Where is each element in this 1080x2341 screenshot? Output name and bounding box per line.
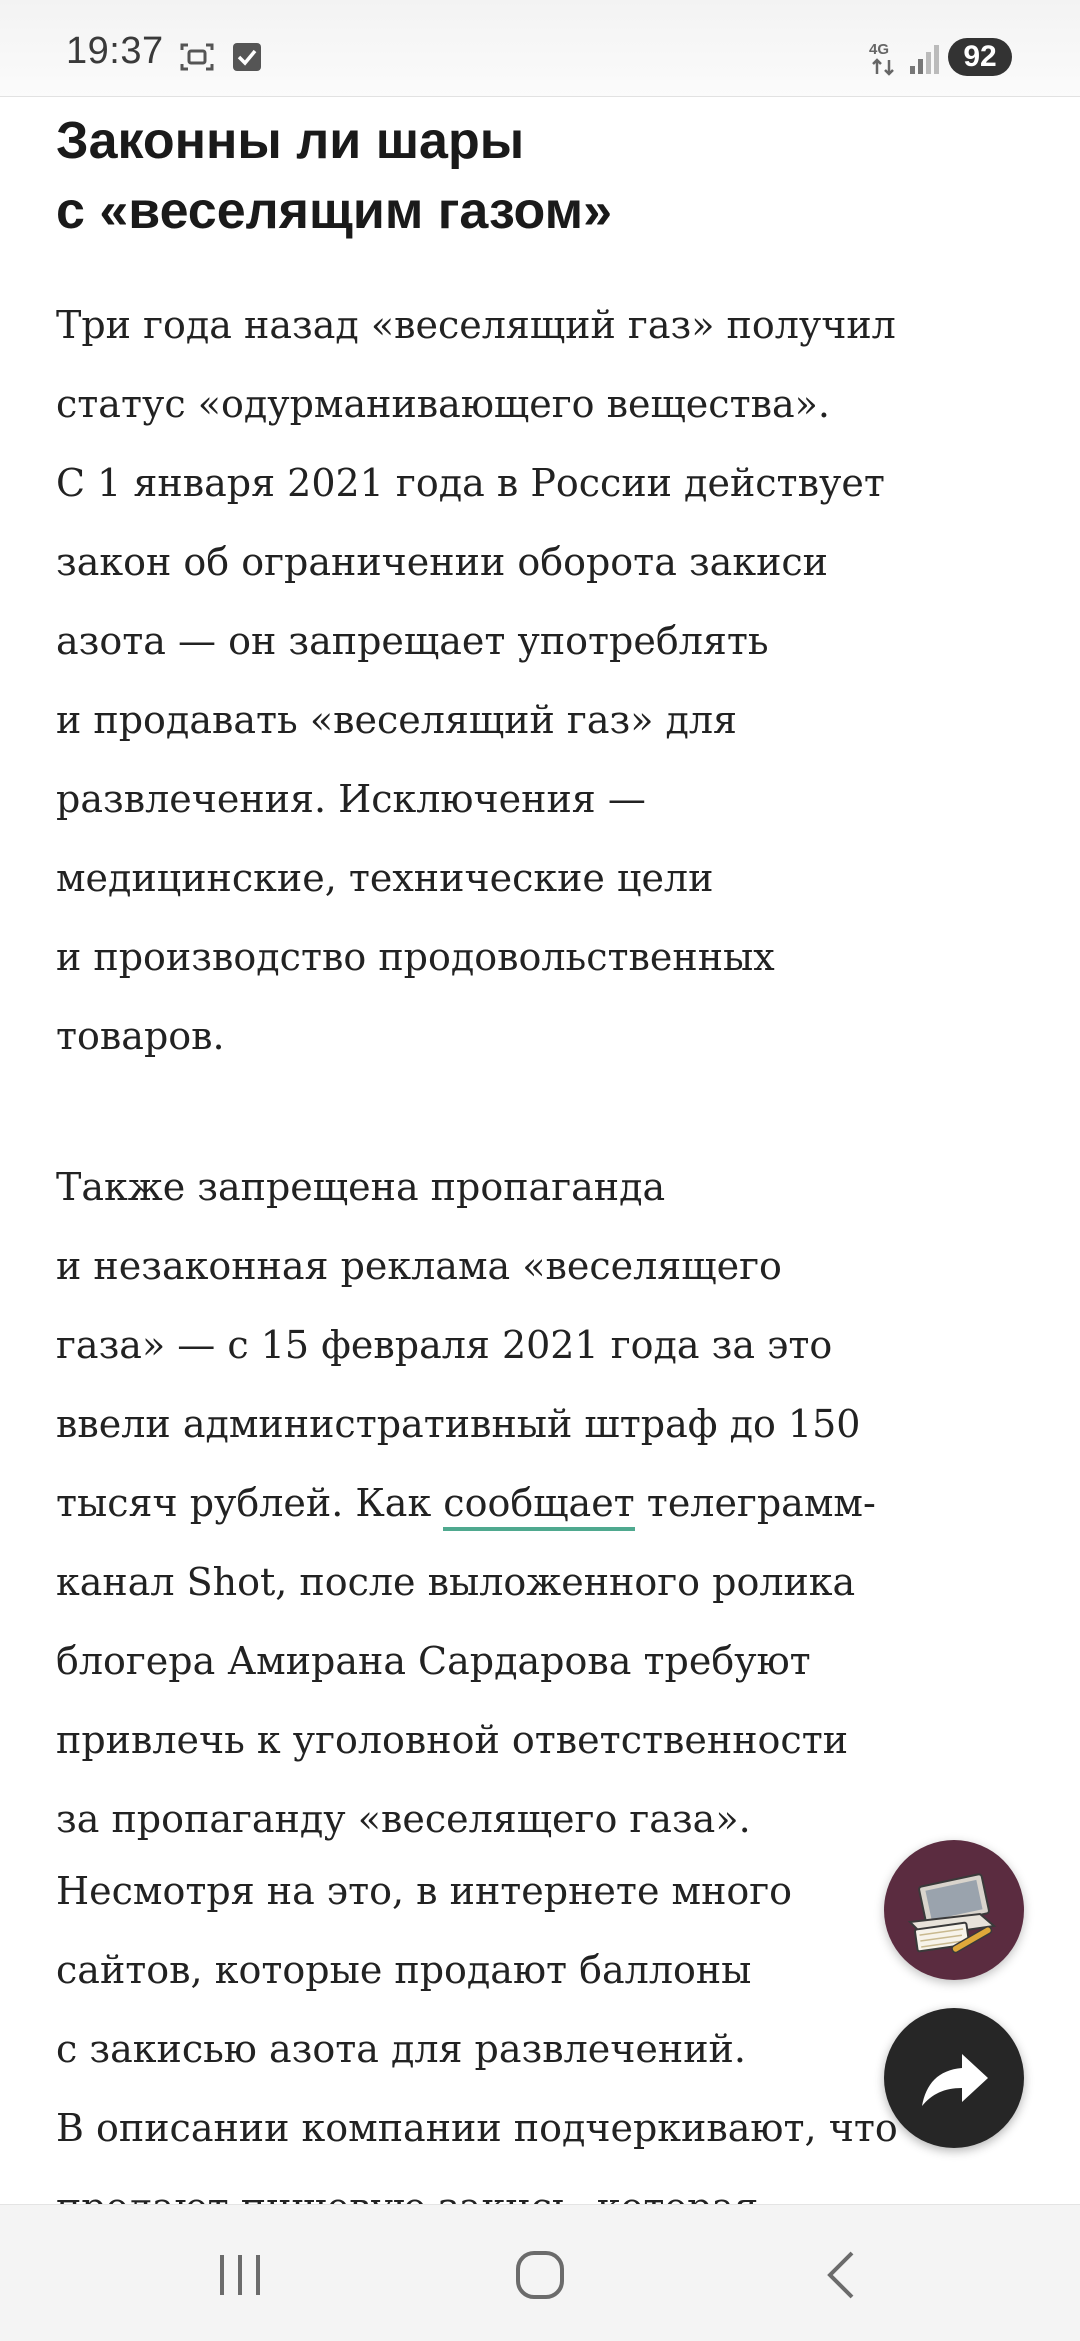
battery-indicator: 92 — [948, 38, 1012, 76]
text-line: В описании компании подчеркивают, что — [56, 2106, 898, 2150]
text-line: Три года назад «веселящий газ» получил — [56, 303, 896, 347]
text-line: газа» — с 15 февраля 2021 года за это — [56, 1323, 833, 1367]
check-icon — [232, 42, 262, 72]
heading-line: Законны ли шары — [56, 112, 525, 170]
paragraph-1 — [56, 286, 1016, 1076]
share-button[interactable] — [884, 2008, 1024, 2148]
text-line: медицинские, технические цели — [56, 856, 714, 900]
paragraph-2 — [56, 1148, 1016, 1859]
back-icon[interactable] — [812, 2247, 872, 2303]
text-line: развлечения. Исключения — — [56, 777, 646, 821]
heading-line: с «веселящим газом» — [56, 182, 613, 240]
status-time: 19:37 — [66, 30, 164, 72]
text-line: с закисью азота для развлечений. — [56, 2027, 746, 2071]
home-icon[interactable] — [510, 2247, 570, 2303]
text-line: канал Shot, после выложенного ролика — [56, 1560, 856, 1604]
system-navigation-bar — [0, 2204, 1080, 2341]
link-suffix: телеграмм- — [634, 1481, 876, 1525]
text-line: ввели административный штраф до 150 — [56, 1402, 861, 1446]
notebook-pen-icon — [884, 1840, 1024, 1980]
notes-button[interactable] — [884, 1840, 1024, 1980]
text-line: и продавать «веселящий газ» для — [56, 698, 738, 742]
screenshot-icon — [180, 42, 214, 72]
text-line: С 1 января 2021 года в России действует — [56, 461, 885, 505]
status-bar — [0, 0, 1080, 97]
recent-apps-icon[interactable] — [210, 2247, 270, 2303]
text-line: Также запрещена пропаганда — [56, 1165, 666, 1209]
text-line: сайтов, которые продают баллоны — [56, 1948, 752, 1992]
source-link[interactable]: сообщает — [443, 1481, 634, 1531]
share-arrow-icon — [884, 2008, 1024, 2148]
svg-text:4G: 4G — [869, 41, 890, 58]
section-heading — [56, 106, 996, 246]
text-line: азота — он запрещает употреблять — [56, 619, 769, 663]
4g-data-icon — [868, 40, 900, 76]
text-line: и производство продовольственных — [56, 935, 775, 979]
signal-icon — [908, 42, 940, 76]
text-line: Несмотря на это, в интернете много — [56, 1869, 793, 1913]
text-line: блогера Амирана Сардарова требуют — [56, 1639, 811, 1683]
paragraph-3 — [56, 1852, 1016, 2247]
link-prefix: тысяч рублей. Как — [56, 1481, 444, 1525]
text-line: и незаконная реклама «веселящего — [56, 1244, 782, 1288]
text-line: статус «одурманивающего вещества». — [56, 382, 830, 426]
text-line: за пропаганду «веселящего газа». — [56, 1797, 751, 1841]
text-line: привлечь к уголовной ответственности — [56, 1718, 849, 1762]
text-line-with-link — [56, 1464, 1016, 1543]
text-line: товаров. — [56, 1014, 225, 1058]
text-line: закон об ограничении оборота закиси — [56, 540, 829, 584]
